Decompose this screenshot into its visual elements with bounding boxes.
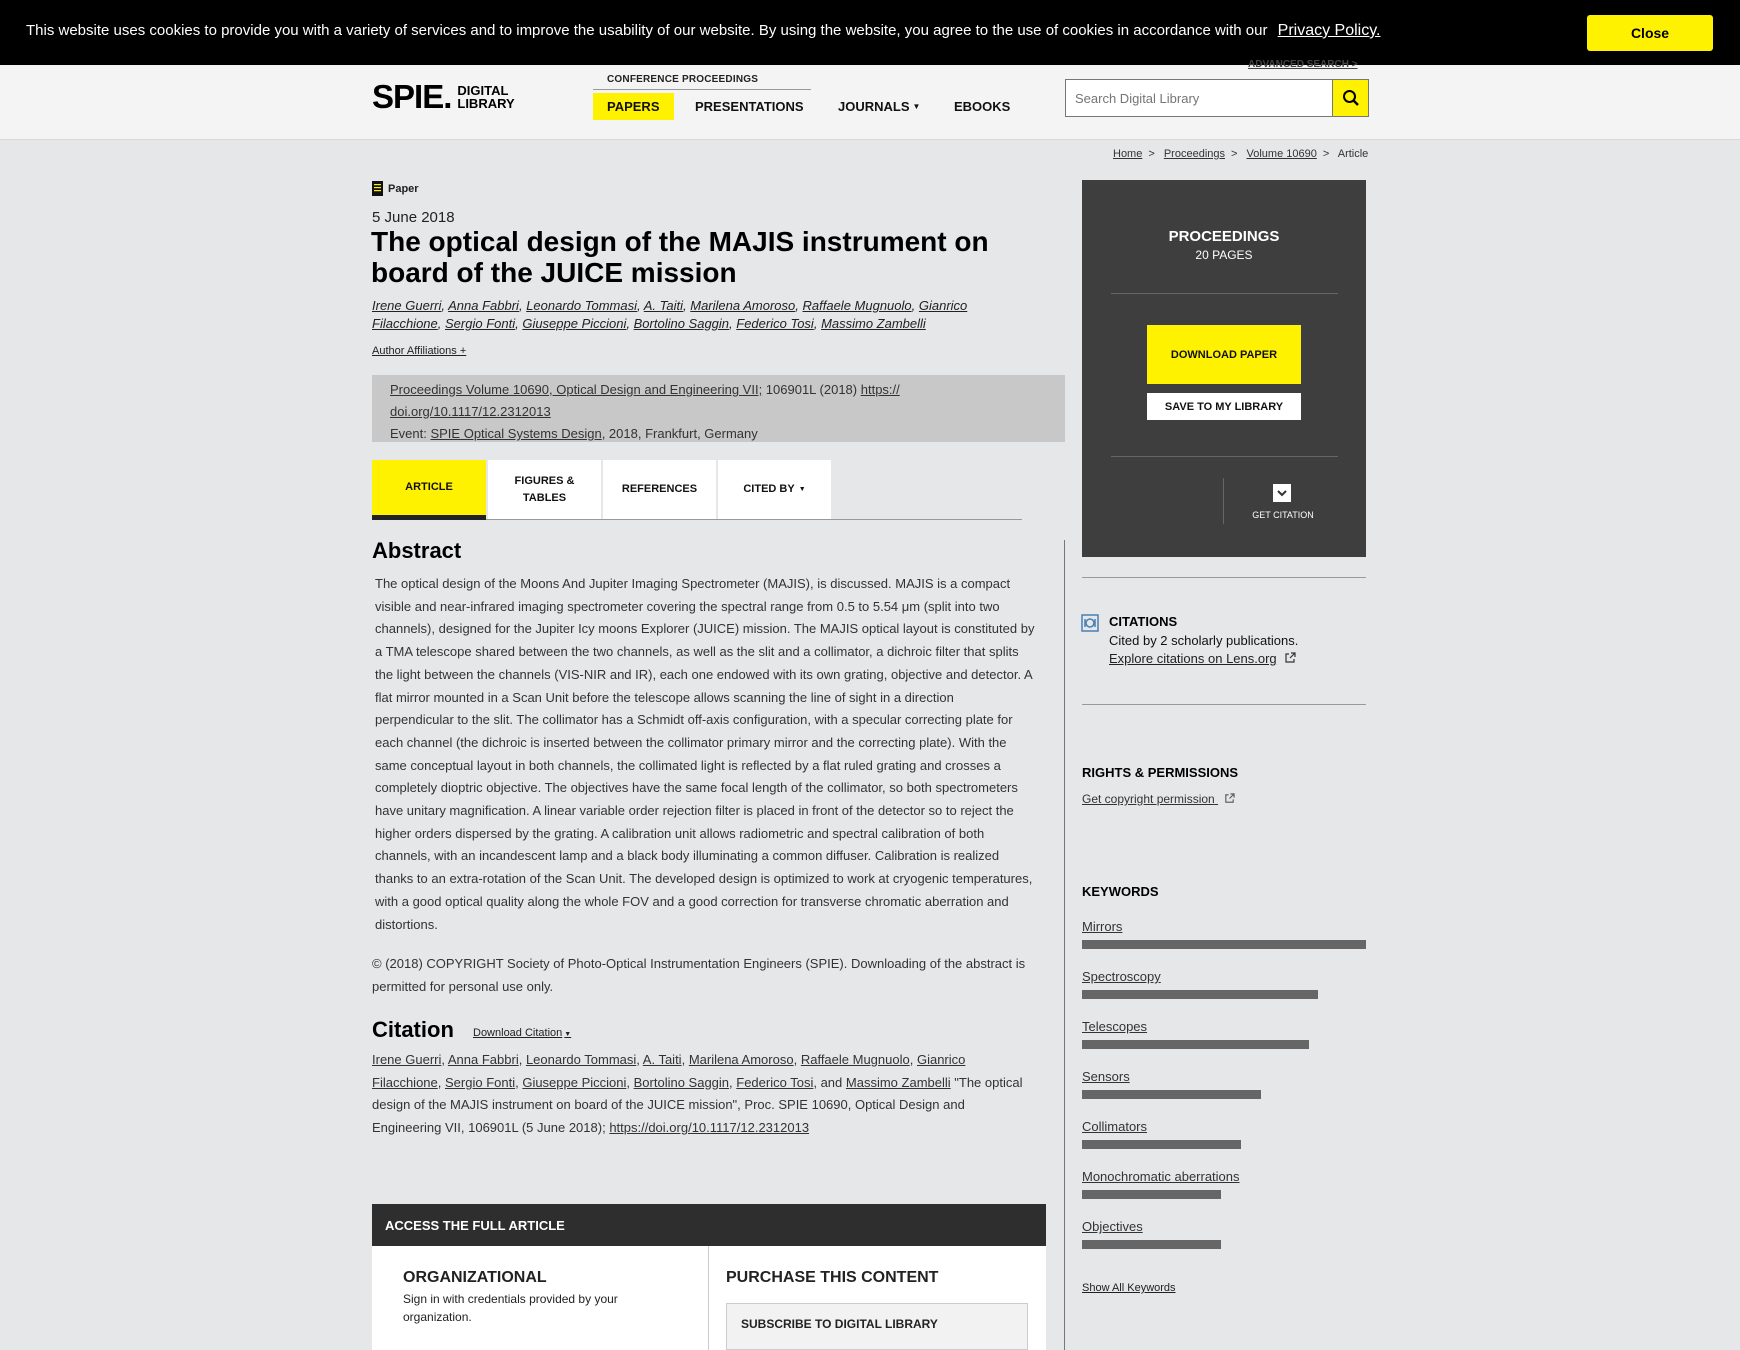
- get-citation-icon[interactable]: [1273, 484, 1291, 502]
- author-link[interactable]: Sergio Fonti: [445, 316, 516, 331]
- show-all-keywords-link[interactable]: Show All Keywords: [1082, 1282, 1176, 1294]
- site-header: [0, 59, 1740, 140]
- advanced-search-link[interactable]: ADVANCED SEARCH >: [1248, 59, 1358, 70]
- keyword-link[interactable]: Collimators: [1082, 1119, 1148, 1134]
- caret-down-icon: ▼: [798, 486, 806, 493]
- keyword-relevance-bar: [1082, 940, 1366, 949]
- keyword-link[interactable]: Telescopes: [1082, 1019, 1148, 1034]
- paper-type-tag: [372, 181, 419, 196]
- nav-journals-label: JOURNALS: [838, 99, 910, 114]
- logo-main-text: SPIE.: [372, 78, 452, 115]
- author-link[interactable]: Raffaele Mugnuolo: [802, 298, 912, 313]
- panel-vertical-divider: [1223, 478, 1224, 524]
- citations-count-text: Cited by 2 scholarly publications.: [1109, 633, 1299, 648]
- abstract-text: The optical design of the Moons And Jupiter Imaging Spectrometer (MAJIS), is discussed. MAJIS is a compact visible and near-infrared imaging spectrometer covering the spectral range from 0.5 to 5.54 μm (split into two channels), designed for the Jupiter Icy moons Explorer (JUICE) mission. The MAJIS optical layout is constituted by a TMA telescope shared between the two channels, as well as the slit and a collimator, a dichroic filter that splits the light between the channels (VIS-NIR and IR), each one endowed with its own grating, objective and detector. A flat mirror mounted in a Scan Unit before the telescope allows scanning the line of sight in a direction perpendicular to the slit. The collimator has a Schmidt off-axis configuration, with a specular correcting plate for each channel (the dichroic is inserted between the collimator primary mirror and the correcting plate). With the same conceptual layout in both channels, the collimated light is reflected by a flat ruled grating and crosses a completely dioptric objective. The objectives have the same focal length of the collimator, so both spectrometers have unitary magnification. A linear variable order rejection filter is placed in front of the detector so to reject the higher orders dispersed by the grating. A calibration unit allows radiometric and spectral calibration of both channels, with an incandescent lamp and a black body illuminating a common diffuser. Calibration is realized thanks to an extra-rotation of the Scan Unit. The developed design is optimized to work at cryogenic temperatures, with a good optical quality along the whole FOV and a good correction for transverse chromatic aberration and distortions.: [375, 576, 1035, 932]
- access-full-article-bar: ACCESS THE FULL ARTICLE: [372, 1204, 1046, 1246]
- cookie-message: [26, 22, 1381, 40]
- organizational-heading: ORGANIZATIONAL: [403, 1269, 547, 1286]
- cookie-banner: [0, 0, 1740, 65]
- citation-author-link[interactable]: Raffaele Mugnuolo: [800, 1052, 910, 1067]
- breadcrumb-article: Article: [1337, 148, 1369, 160]
- author-link[interactable]: Anna Fabbri: [448, 298, 519, 313]
- nav-papers[interactable]: PAPERS: [593, 93, 674, 120]
- citation-author-link[interactable]: A. Taiti: [642, 1052, 682, 1067]
- keyword-item: [1082, 1069, 1261, 1099]
- organizational-text: Sign in with credentials provided by your organization.: [403, 1292, 618, 1324]
- author-link[interactable]: Marilena Amoroso: [690, 298, 796, 313]
- proceedings-info-box: [372, 375, 1065, 442]
- tab-article[interactable]: ARTICLE: [372, 460, 486, 520]
- paper-type-label: Paper: [388, 182, 419, 195]
- author-link[interactable]: Leonardo Tommasi: [526, 298, 637, 313]
- breadcrumb-proceedings[interactable]: Proceedings: [1163, 148, 1225, 160]
- subscribe-digital-library-button[interactable]: SUBSCRIBE TO DIGITAL LIBRARY: [726, 1303, 1028, 1350]
- citation-author-link[interactable]: Anna Fabbri: [447, 1052, 519, 1067]
- sidebar-divider: [1082, 577, 1366, 578]
- citation-author-link[interactable]: Leonardo Tommasi: [525, 1052, 637, 1067]
- breadcrumb-volume[interactable]: Volume 10690: [1246, 148, 1317, 160]
- tab-references[interactable]: REFERENCES: [603, 460, 716, 519]
- nav-journals[interactable]: [824, 93, 934, 120]
- copyright-notice: © (2018) COPYRIGHT Society of Photo-Optical Instrumentation Engineers (SPIE). Downloading of the abstract is permitted for personal use only.: [372, 956, 1026, 994]
- citation-and: and: [820, 1074, 843, 1090]
- purchase-heading: PURCHASE THIS CONTENT: [726, 1269, 939, 1286]
- author-list: Irene Guerri, Anna Fabbri, Leonardo Tommasi, A. Taiti, Marilena Amoroso, Raffaele Mugnuolo, Gianrico Filacchione, Sergio Fonti, Giuseppe Piccioni, Bortolino Saggin, Federico Tosi, Massimo Zambelli: [372, 298, 968, 331]
- article-title: The optical design of the MAJIS instrument on board of the JUICE mission: [371, 226, 989, 288]
- keyword-item: [1082, 969, 1318, 999]
- keywords-heading: KEYWORDS: [1082, 884, 1159, 899]
- event-label: Event:: [390, 426, 431, 441]
- citation-author-link[interactable]: Giuseppe Piccioni: [522, 1074, 627, 1090]
- copyright-permission-link[interactable]: Get copyright permission: [1082, 792, 1215, 806]
- citation-author-link[interactable]: Irene Guerri: [372, 1052, 442, 1067]
- nav-ebooks[interactable]: EBOOKS: [954, 99, 1011, 114]
- rights-permission: [1082, 792, 1235, 806]
- breadcrumb-home[interactable]: Home: [1113, 148, 1143, 160]
- download-paper-button[interactable]: DOWNLOAD PAPER: [1147, 325, 1301, 384]
- citations-heading: CITATIONS: [1109, 614, 1178, 629]
- rights-heading: RIGHTS & PERMISSIONS: [1082, 765, 1239, 780]
- search-button[interactable]: [1332, 80, 1368, 116]
- spie-logo[interactable]: [372, 78, 515, 116]
- keyword-item: [1082, 1019, 1309, 1049]
- citation-heading: Citation: [372, 1017, 454, 1042]
- citation-author-link[interactable]: Marilena Amoroso: [688, 1052, 794, 1067]
- keyword-relevance-bar: [1082, 1240, 1221, 1249]
- external-link-icon: [1284, 652, 1296, 664]
- citation-author-link[interactable]: Gianrico Filacchione: [372, 1052, 966, 1090]
- citation-doi-link[interactable]: https://doi.org/10.1117/12.2312013: [609, 1120, 810, 1136]
- keyword-link[interactable]: Objectives: [1082, 1219, 1143, 1234]
- proceedings-panel: [1082, 180, 1366, 557]
- author-link[interactable]: Giuseppe Piccioni: [522, 316, 627, 331]
- citations-info: [1109, 632, 1298, 668]
- keyword-relevance-bar: [1082, 1140, 1241, 1149]
- abstract-heading: Abstract: [372, 538, 462, 563]
- access-divider: [708, 1246, 709, 1350]
- search-input[interactable]: [1066, 80, 1332, 116]
- citation-reference: "The optical design of the MAJIS instrument on board of the JUICE mission", Proc. SPIE 10690, Optical Design and Engineering VII, 106901L (5 June 2018);: [372, 1074, 1023, 1136]
- get-citation-label[interactable]: GET CITATION: [1252, 510, 1314, 520]
- tab-figures-tables-label: [515, 473, 575, 507]
- caret-down-icon: ▼: [564, 1031, 572, 1038]
- author-link[interactable]: Federico Tosi: [736, 316, 814, 331]
- keyword-link[interactable]: Spectroscopy: [1082, 969, 1161, 984]
- privacy-policy-link[interactable]: Privacy Policy.: [1277, 22, 1381, 39]
- citations-icon: [1081, 614, 1099, 632]
- conference-divider: [593, 89, 811, 90]
- doi-link-part1[interactable]: https://: [860, 382, 900, 397]
- author-link[interactable]: Irene Guerri: [372, 298, 442, 313]
- cookie-text: This website uses cookies to provide you with a variety of services and to improve the usability of our website. By using the website, you agree to the use of cookies in accordance with our: [26, 22, 1268, 39]
- event-details: , 2018, Frankfurt, Germany: [601, 426, 758, 441]
- article-tabs: [372, 460, 1022, 520]
- tab-cited-by-label: CITED BY: [743, 483, 795, 495]
- content-divider: [1064, 540, 1065, 1350]
- search-icon: [1342, 89, 1360, 107]
- download-citation-dropdown[interactable]: [473, 1027, 571, 1039]
- conference-proceedings-label: CONFERENCE PROCEEDINGS: [607, 74, 759, 85]
- tab-figures-tables[interactable]: [488, 460, 601, 519]
- author-link[interactable]: A. Taiti: [643, 298, 684, 313]
- author-link[interactable]: Bortolino Saggin: [633, 316, 730, 331]
- keyword-item: [1082, 1219, 1221, 1249]
- keyword-relevance-bar: [1082, 1090, 1261, 1099]
- cookie-close-button[interactable]: Close: [1587, 15, 1713, 51]
- sidebar-divider: [1082, 704, 1366, 705]
- citation-text: Irene Guerri, Anna Fabbri, Leonardo Tommasi, A. Taiti, Marilena Amoroso, Raffaele Mugnuolo, Gianrico Filacchione, Sergio Fonti, Giuseppe Piccioni, Bortolino Saggin, Federico Tosi, and Massimo Zambelli "The optical design of the MAJIS instrument on board of the JUICE mission", Proc. SPIE 10690, Optical Design and Engineering VII, 106901L (5 June 2018); https://doi.org/10.1117/12.2312013: [372, 1052, 1023, 1136]
- keyword-item: [1082, 919, 1366, 949]
- breadcrumb: Home > Proceedings > Volume 10690 > Article: [1113, 148, 1369, 160]
- citation-author-link[interactable]: Bortolino Saggin: [633, 1074, 730, 1090]
- external-link-icon: [1224, 793, 1235, 804]
- chevron-down-icon: [1277, 489, 1287, 497]
- tab-figures-line1: FIGURES &: [514, 474, 575, 487]
- author-link[interactable]: Gianrico Filacchione: [372, 298, 968, 331]
- access-options: [372, 1246, 1046, 1350]
- keyword-link[interactable]: Monochromatic aberrations: [1082, 1169, 1240, 1184]
- keyword-relevance-bar: [1082, 1040, 1309, 1049]
- paper-icon: [372, 181, 383, 196]
- lens-citations-link[interactable]: Explore citations on Lens.org: [1109, 651, 1277, 666]
- keyword-link[interactable]: Sensors: [1082, 1069, 1130, 1084]
- tab-cited-by[interactable]: [718, 460, 831, 519]
- doi-link-part2[interactable]: doi.org/10.1117/12.2312013: [390, 404, 551, 419]
- save-to-library-button[interactable]: SAVE TO MY LIBRARY: [1147, 393, 1301, 420]
- logo-sub-line1: DIGITAL: [457, 83, 509, 98]
- author-affiliations-toggle[interactable]: Author Affiliations +: [372, 345, 467, 357]
- panel-divider: [1111, 293, 1338, 294]
- page-count: 20 PAGES: [1195, 248, 1253, 262]
- proceedings-title: PROCEEDINGS: [1168, 228, 1280, 245]
- logo-sub-text: [457, 84, 514, 110]
- publication-date: 5 June 2018: [372, 209, 455, 226]
- keyword-item: [1082, 1119, 1241, 1149]
- download-citation-label: Download Citation: [473, 1027, 563, 1039]
- keyword-link[interactable]: Mirrors: [1082, 919, 1123, 934]
- citation-author-link[interactable]: Massimo Zambelli: [845, 1074, 951, 1090]
- proceedings-number: 106901L (2018): [762, 382, 861, 397]
- citation-author-link[interactable]: Federico Tosi: [736, 1074, 814, 1090]
- nav-presentations[interactable]: PRESENTATIONS: [695, 99, 804, 114]
- author-link[interactable]: Massimo Zambelli: [821, 316, 926, 331]
- citation-author-link[interactable]: Sergio Fonti: [445, 1074, 516, 1090]
- keyword-item: [1082, 1169, 1240, 1199]
- keyword-relevance-bar: [1082, 1190, 1221, 1199]
- caret-down-icon: ▼: [912, 102, 921, 111]
- event-link[interactable]: SPIE Optical Systems Design: [430, 426, 602, 441]
- logo-sub-line2: LIBRARY: [457, 96, 515, 111]
- tab-figures-line2: TABLES: [522, 491, 567, 504]
- keyword-relevance-bar: [1082, 990, 1318, 999]
- search-box: [1065, 79, 1369, 117]
- panel-divider: [1111, 456, 1338, 457]
- proceedings-volume-link[interactable]: Proceedings Volume 10690, Optical Design and Engineering VII;: [390, 382, 763, 397]
